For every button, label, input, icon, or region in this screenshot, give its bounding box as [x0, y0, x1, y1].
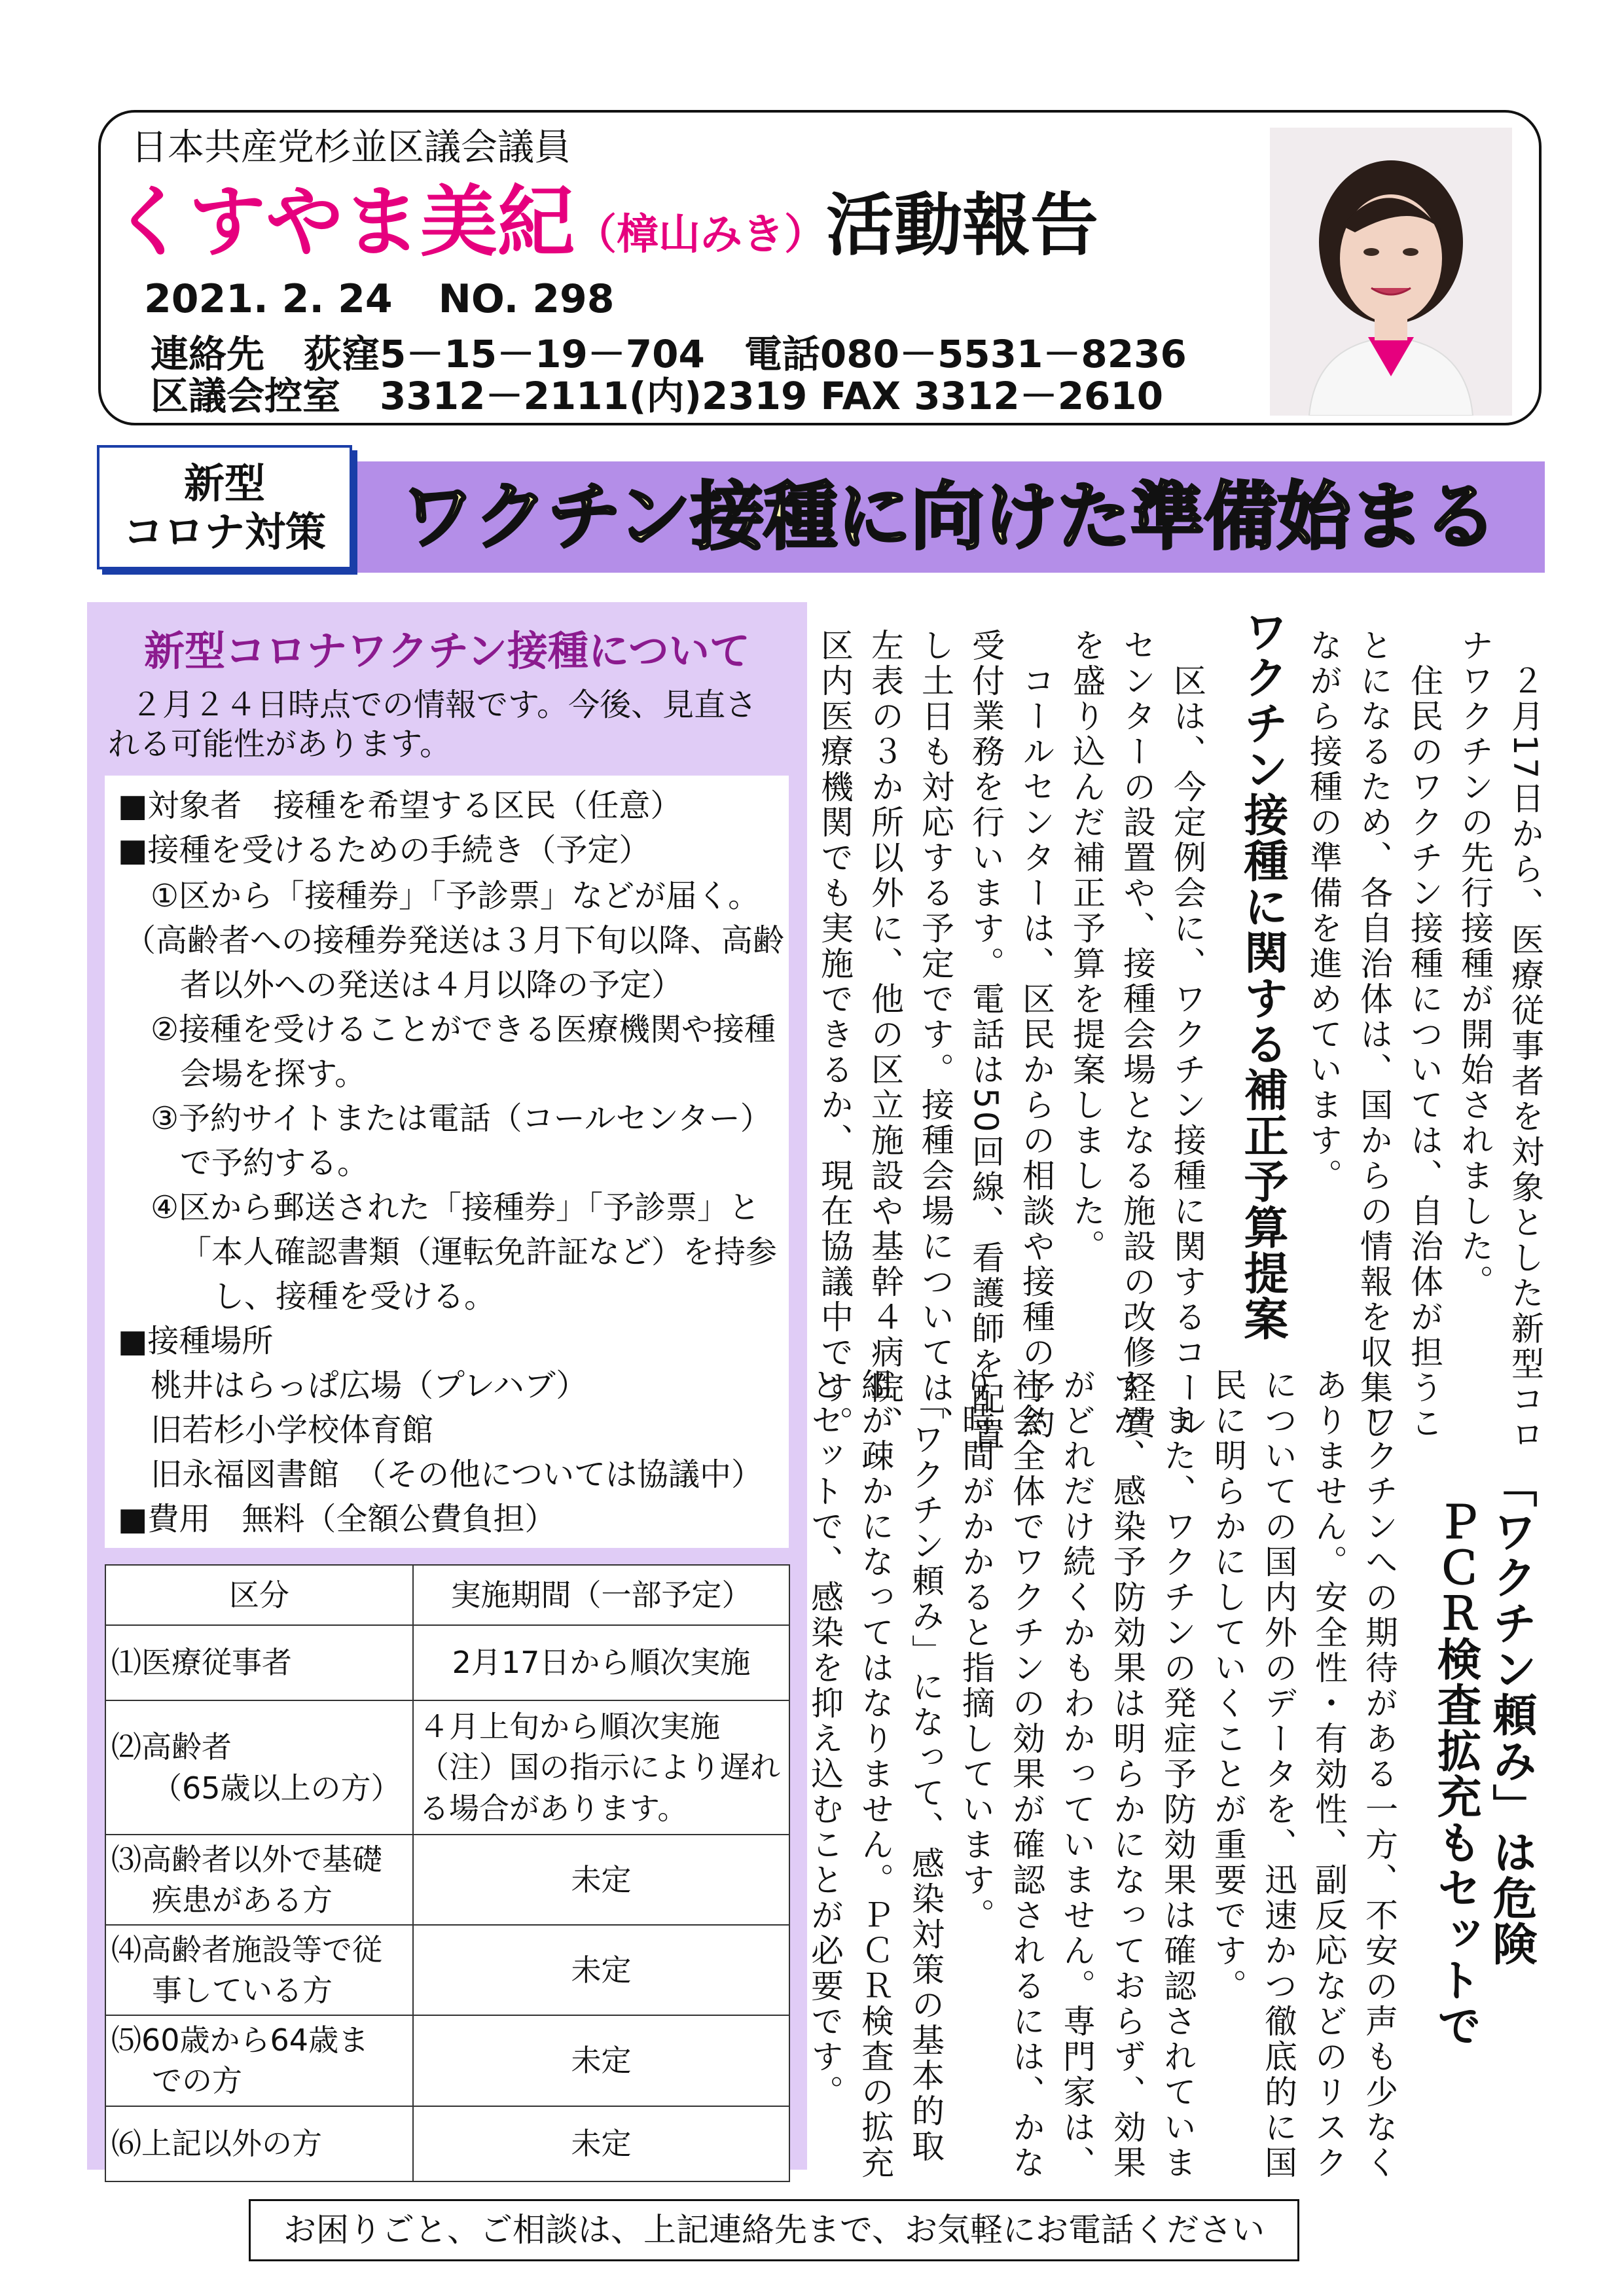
- table-row: [105, 1625, 789, 1700]
- table-cell-period: 未定: [413, 2015, 789, 2106]
- article-column: 区は、今定例会に、ワクチン接種に関するコール: [1168, 628, 1206, 1441]
- info-item: 「本人確認書類（運転免許証など）を持参: [180, 1234, 778, 1270]
- table-header-row: [105, 1565, 789, 1625]
- article-column: ２月17日から、医療従事者を対象とした新型コロ: [1506, 628, 1544, 1453]
- article-column: についての国内外のデータを、迅速かつ徹底的に国: [1259, 1368, 1297, 2181]
- article-column: がどれだけ続くかもわかっていません。専門家は、: [1058, 1368, 1096, 2181]
- article-column: すが、感染予防効果は明らかになっておらず、効果: [1108, 1368, 1146, 2181]
- name-reading: （樟山みき）: [575, 211, 827, 259]
- report-label: 活動報告: [826, 185, 1099, 265]
- table-cell-category: [105, 1700, 413, 1835]
- category-line: ⑴医療従事者: [111, 1645, 292, 1681]
- category-line: ⑹上記以外の方: [111, 2126, 322, 2162]
- vaccine-box-title: 新型コロナワクチン接種について: [144, 627, 750, 675]
- table-row: [105, 1835, 789, 1925]
- category-line: ⑸60歳から64歳ま: [111, 2022, 369, 2058]
- contact-label: 連絡先: [151, 332, 265, 376]
- article-column: 受付業務を行います。電話は50回線、看護師を配置: [967, 628, 1005, 1453]
- info-item: ■接種を受けるための手続き（予定）: [118, 832, 651, 869]
- article-column: 左表の３か所以外に、他の区立施設や基幹４病院、: [866, 628, 904, 1441]
- table-cell-period: 未定: [413, 2106, 789, 2181]
- article-column: 住民のワクチン接種については、自治体が担うこ: [1405, 628, 1443, 1441]
- councilor-name: くすやま美紀: [111, 177, 575, 267]
- article-column: ありません。安全性・有効性、副反応などのリスク: [1310, 1368, 1348, 2181]
- table-row: [105, 1925, 789, 2015]
- category-line: 事している方: [152, 1973, 333, 2009]
- issue-date: 2021. 2. 24: [144, 276, 393, 322]
- article-column: センターの設置や、接種会場となる施設の改修経費: [1118, 628, 1156, 1441]
- topic-label-line2: コロナ対策: [122, 508, 326, 556]
- portrait-illustration: [1270, 128, 1512, 416]
- article-column: とセットで、感染を抑え込むことが必要です。: [806, 1368, 844, 2110]
- article2-heading: 「ワクチン頼み」は危険: [1485, 1463, 1537, 1967]
- article-column: 社会全体でワクチンの効果が確認されるには、かな: [1007, 1368, 1045, 2181]
- info-item: ③予約サイトまたは電話（コールセンター）: [151, 1100, 772, 1137]
- article-column: を盛り込んだ補正予算を提案しました。: [1068, 628, 1106, 1265]
- info-item: ②接種を受けることができる医療機関や接種: [151, 1011, 776, 1048]
- table-cell-period: 未定: [413, 1925, 789, 2015]
- info-item: し、接種を受ける。: [213, 1278, 496, 1315]
- info-item: で予約する。: [180, 1145, 369, 1181]
- article2-heading: ＰＣＲ検査拡充もセットで: [1430, 1499, 1481, 2049]
- article-column: ワクチンへの期待がある一方、不安の声も少なく: [1360, 1368, 1398, 2181]
- party-affiliation: 日本共産党杉並区議会議員: [131, 126, 571, 169]
- category-line: （65歳以上の方）: [152, 1770, 401, 1806]
- table-cell-period: 2月17日から順次実施: [413, 1625, 789, 1700]
- article-column: 「ワクチン頼み」になって、感染対策の基本的取: [907, 1368, 945, 2164]
- article-column: 区内医療機関でも実施できるか、現在協議中です。: [816, 628, 854, 1441]
- office-line: [151, 365, 1163, 420]
- info-item: ①区から「接種券」「予診票」などが届く。: [151, 878, 760, 914]
- article-column: 民に明らかにしていくことが重要です。: [1209, 1368, 1247, 2004]
- table-cell-category: [105, 1925, 413, 2015]
- category-line: ⑵高齢者: [111, 1729, 232, 1765]
- portrait-photo: [1270, 128, 1512, 416]
- table-cell-period: ４月上旬から順次実施（注）国の指示により遅れる場合があります。: [413, 1700, 789, 1835]
- info-item: 会場を探す。: [180, 1056, 367, 1092]
- info-item: ■費用 無料（全額公費負担）: [118, 1501, 556, 1537]
- article-column: ナワクチンの先行接種が開始されました。: [1456, 628, 1494, 1300]
- info-item: ■対象者 接種を希望する区民（任意）: [118, 787, 682, 824]
- info-item: 者以外への発送は４月以降の予定）: [180, 967, 683, 1003]
- topic-label-line1: 新型: [183, 459, 265, 507]
- vaccine-info-panel: [105, 776, 789, 1548]
- info-item: 桃井はらっぱ広場（プレハブ）: [151, 1367, 588, 1404]
- office-label: 区議会控室: [151, 374, 341, 418]
- article-column: 組が疎かになってはなりません。ＰＣＲ検査の拡充: [856, 1368, 894, 2181]
- article-column: とになるため、各自治体は、国からの情報を収集し: [1355, 628, 1393, 1441]
- issue-info: [144, 276, 614, 322]
- info-item: ④区から郵送された「接種券」「予診票」と: [151, 1189, 761, 1226]
- category-line: での方: [152, 2063, 242, 2099]
- table-header-cell: 実施期間（一部予定）: [413, 1565, 789, 1625]
- topic-label: [97, 445, 352, 569]
- office-numbers: 3312－2111(内)2319 FAX 3312－2610: [380, 374, 1164, 418]
- article-column: コールセンターは、区民からの相談や接種の予約: [1017, 628, 1055, 1441]
- article-column: また、ワクチンの発症予防効果は確認されていま: [1159, 1368, 1197, 2181]
- table-row: [105, 1700, 789, 1835]
- vaccination-schedule-table: [105, 1564, 790, 2182]
- table-cell-category: [105, 2106, 413, 2181]
- contact-phone: 電話080－5531－8236: [744, 332, 1187, 376]
- table-row: [105, 2106, 789, 2181]
- info-item: 旧若杉小学校体育館: [151, 1412, 434, 1448]
- article-column: ながら接種の準備を進めています。: [1305, 628, 1343, 1194]
- headline-title: ワクチン接種に向けた準備始まる: [401, 475, 1498, 560]
- info-item: 旧永福図書館 （その他については協議中）: [151, 1456, 763, 1493]
- table-cell-category: [105, 2015, 413, 2106]
- footer-contact-note: お困りごと、ご相談は、上記連絡先まで、お気軽にお電話ください: [249, 2199, 1299, 2261]
- table-cell-period: 未定: [413, 1835, 789, 1925]
- info-item: ■接種場所: [118, 1323, 274, 1359]
- table-header-cell: 区分: [105, 1565, 413, 1625]
- table-cell-category: [105, 1625, 413, 1700]
- issue-number: NO. 298: [438, 276, 615, 322]
- contact-address: 荻窪5－15－19－704: [304, 332, 705, 376]
- table-row: [105, 2015, 789, 2106]
- category-line: ⑷高齢者施設等で従: [111, 1932, 382, 1968]
- table-cell-category: [105, 1835, 413, 1925]
- category-line: ⑶高齢者以外で基礎: [111, 1842, 382, 1877]
- article-column: り時間がかかると指摘しています。: [957, 1368, 995, 1933]
- article-column: し土日も対応する予定です。接種会場については、: [916, 628, 954, 1441]
- article-subheading: ワクチン接種に関する補正予算提案: [1236, 609, 1288, 1342]
- newsletter-title: [111, 177, 1099, 267]
- vaccine-box-note: ２月２４日時点での情報です。今後、見直さ: [131, 687, 757, 723]
- info-item: （高齢者への接種券発送は３月下旬以降、高齢: [124, 922, 785, 959]
- vaccine-box-note: れる可能性があります。: [108, 726, 452, 762]
- category-line: 疾患がある方: [152, 1882, 333, 1918]
